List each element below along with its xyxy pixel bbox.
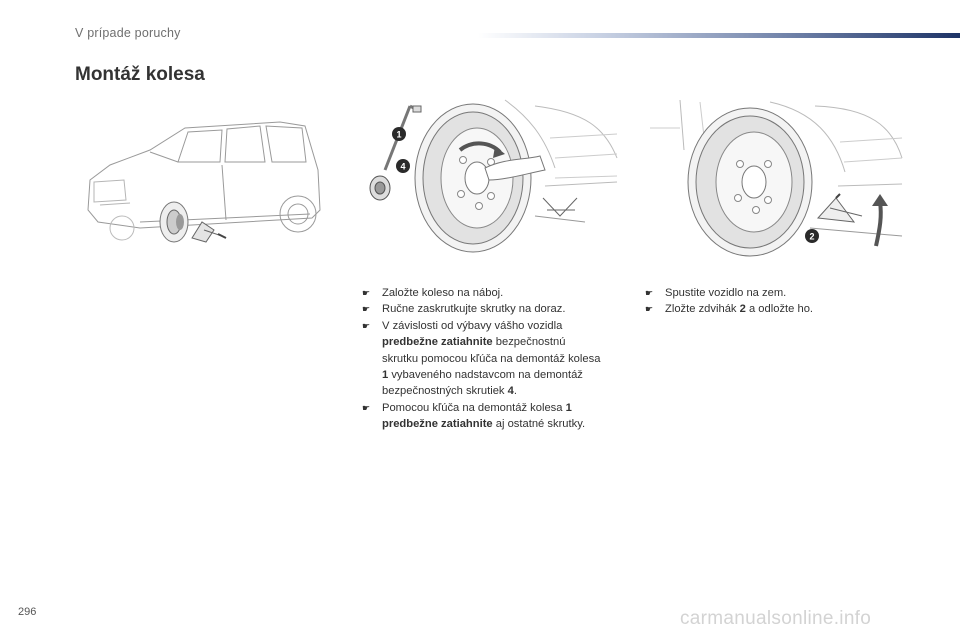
step-text: V závislosti od výbavy vášho vozidla	[382, 319, 563, 332]
watermark: carmanualsonline.info	[680, 608, 872, 629]
instruction-step	[362, 285, 602, 301]
instruction-step	[362, 318, 602, 400]
van-on-jack-illustration	[80, 110, 330, 250]
section-header: V prípade poruchy	[75, 26, 181, 40]
callout-1: 1	[396, 129, 402, 140]
step-text: Založte koleso na náboj.	[382, 287, 504, 299]
lower-vehicle-illustration	[640, 98, 905, 258]
emphasis-text: predbežne zatiahnite	[382, 336, 493, 349]
callout-4: 4	[400, 161, 406, 172]
fit-wheel-illustration	[355, 98, 620, 258]
step-text: Pomocou kľúča na demontáž kolesa	[382, 401, 566, 414]
emphasis-text: 1	[382, 369, 389, 382]
instruction-step	[645, 301, 885, 317]
pointing-hand-icon: ☛	[645, 288, 654, 298]
page-number: 296	[18, 606, 37, 618]
steps-left	[362, 285, 602, 433]
callout-2: 2	[809, 231, 815, 242]
step-text: bezpečnostnú skrutku pomocou kľúča na demontáž kolesa	[382, 336, 601, 365]
step-text: .	[513, 385, 517, 398]
pointing-hand-icon: ☛	[362, 320, 371, 331]
step-text: Zložte zdvihák	[665, 303, 740, 316]
step-text: Spustite vozidlo na zem.	[665, 287, 787, 299]
pointing-hand-icon: ☛	[362, 402, 371, 413]
emphasis-text: 4	[507, 385, 514, 398]
page-title: Montáž kolesa	[75, 64, 205, 85]
step-text: vybaveného nadstavcom na demontáž bezpečnostných skrutiek	[382, 369, 583, 398]
step-text: Ručne zaskrutkujte skrutky na doraz.	[382, 303, 566, 316]
step-text: a odložte ho.	[745, 303, 814, 316]
pointing-hand-icon: ☛	[362, 304, 371, 315]
steps-right	[645, 285, 885, 318]
pointing-hand-icon: ☛	[362, 288, 371, 298]
step-text: aj ostatné skrutky.	[492, 418, 586, 431]
instruction-step	[362, 301, 602, 317]
instruction-step	[645, 285, 885, 301]
header-bar	[478, 33, 960, 38]
instruction-step	[362, 400, 602, 433]
emphasis-text: 1 predbežne zatiahnite	[382, 401, 572, 431]
pointing-hand-icon: ☛	[645, 304, 654, 315]
emphasis-text: 2	[739, 303, 746, 316]
